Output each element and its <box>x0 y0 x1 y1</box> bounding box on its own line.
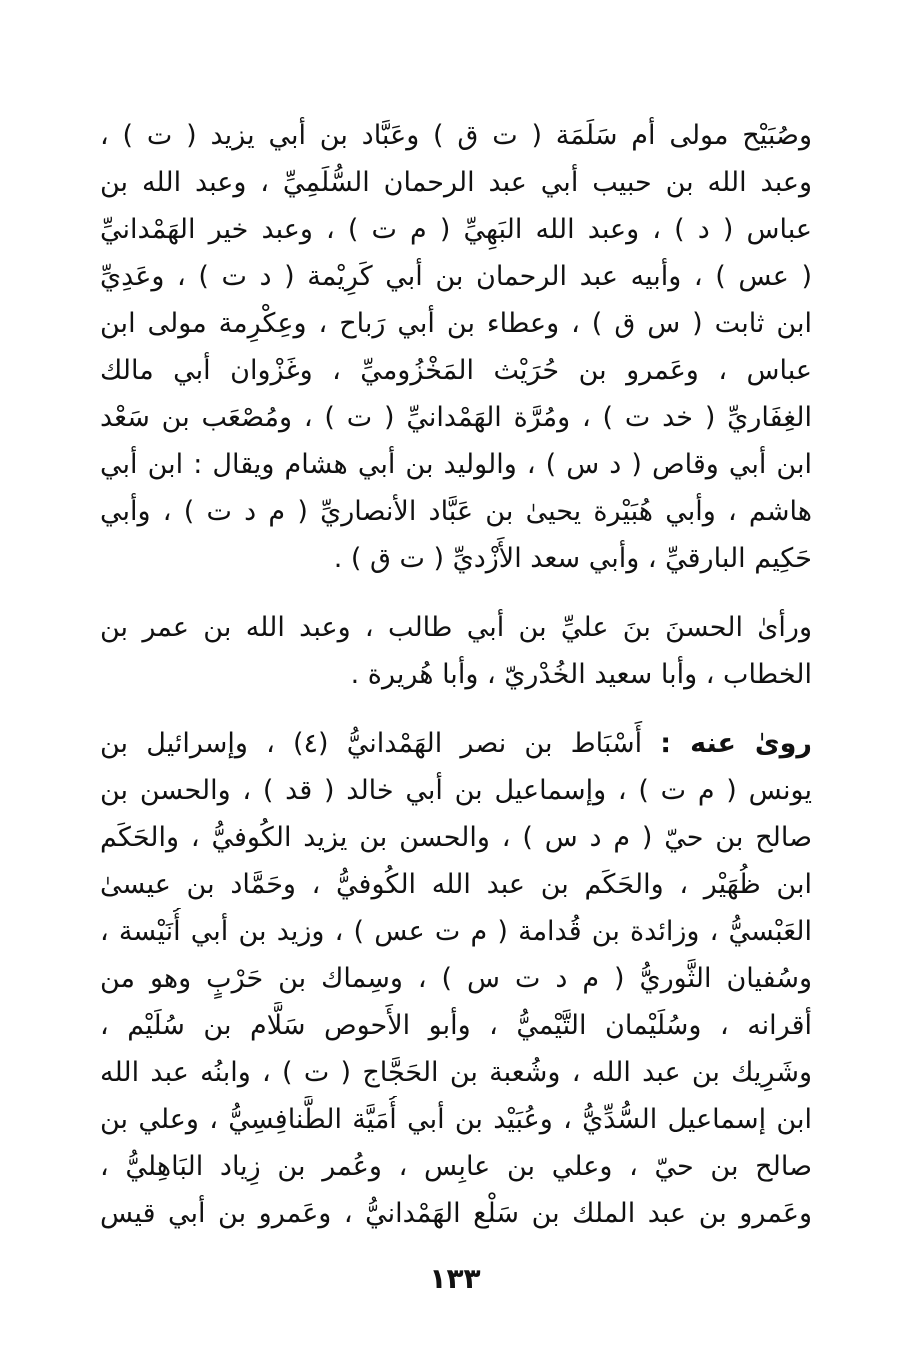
text-line: وسُفيان الثَّوريُّ ( م د ت س ) ، وسِماك بن حَرْبٍ وهو من <box>100 963 812 994</box>
text-line: عباس ( د ) ، وعبد الله البَهِيِّ ( م ت ) ، وعبد خير الهَمْدانيِّ <box>100 214 812 245</box>
text-line: ابن إسماعيل السُّدِّيُّ ، وعُبَيْد بن أبي أُمَيَّة الطَّنافِسِيُّ ، وعلي بن <box>100 1104 812 1135</box>
text-line: ابن ظُهَيْر ، والحَكَم بن عبد الله الكُوفيُّ ، وحَمَّاد بن عيسىٰ <box>100 869 812 900</box>
paragraph-teachers <box>100 112 812 582</box>
text-line: يونس ( م ت ) ، وإسماعيل بن أبي خالد ( قد ) ، والحسن بن <box>100 775 812 806</box>
text-line-rest: أَسْبَاط بن نصر الهَمْدانيُّ (٤) ، وإسرائيل بن <box>100 728 661 759</box>
text-line: الغِفَاريِّ ( خد ت ) ، ومُرَّة الهَمْدانيِّ ( ت ) ، ومُصْعَب بن سَعْد <box>100 402 812 433</box>
text-line: العَبْسيُّ ، وزائدة بن قُدامة ( م ت عس ) ، وزيد بن أبي أُنَيْسة ، <box>100 916 812 947</box>
text-line: ورأىٰ الحسنَ بنَ عليِّ بن أبي طالب ، وعبد الله بن عمر بن <box>100 612 812 643</box>
text-line: وعَمرو بن عبد الملك بن سَلْع الهَمْدانيُّ ، وعَمرو بن أبي قيس <box>100 1198 812 1229</box>
text-line: صالح بن حيّ ، وعلي بن عابِس ، وعُمر بن زِياد البَاهِليُّ ، <box>100 1151 812 1182</box>
text-line: حَكِيم البارقيِّ ، وأبي سعد الأَزْديِّ ( ت ق ) . <box>333 543 812 574</box>
text-line: الخطاب ، وأبا سعيد الخُدْريّ ، وأبا هُريرة . <box>350 659 812 690</box>
text-line: هاشم ، وأبي هُبَيْرة يحيىٰ بن عَبَّاد الأنصاريِّ ( م د ت ) ، وأبي <box>100 496 812 527</box>
text-line: أقرانه ، وسُلَيْمان التَّيْميُّ ، وأبو الأَحوص سَلَّام بن سُلَيْم ، <box>100 1010 812 1041</box>
text-line: ( عس ) ، وأبيه عبد الرحمان بن أبي كَرِيْمة ( د ت ) ، وعَدِيِّ <box>100 261 812 292</box>
section-heading: روىٰ عنه : <box>660 728 812 759</box>
text-line: ابن ثابت ( س ق ) ، وعطاء بن أبي رَباح ، وعِكْرِمة مولى ابن <box>100 308 812 339</box>
text-line: وصُبَيْح مولى أم سَلَمَة ( ت ق ) وعَبَّاد بن أبي يزيد ( ت ) ، <box>100 120 812 151</box>
text-line: وعبد الله بن حبيب أبي عبد الرحمان السُّلَمِيِّ ، وعبد الله بن <box>100 167 812 198</box>
text-line-first <box>100 720 812 767</box>
text-line: عباس ، وعَمرو بن حُرَيْث المَخْزُوميِّ ، وغَزْوان أبي مالك <box>100 355 812 386</box>
text-line: صالح بن حيّ ( م د س ) ، والحسن بن يزيد الكُوفيُّ ، والحَكَم <box>100 822 812 853</box>
text-line: ابن أبي وقاص ( د س ) ، والوليد بن أبي هشام ويقال : ابن أبي <box>100 449 812 480</box>
page-number: ١٣٣ <box>429 1262 481 1295</box>
paragraph-companions-seen <box>100 604 812 698</box>
paragraph-narrators <box>100 720 812 1237</box>
text-line: وشَرِيك بن عبد الله ، وشُعبة بن الحَجَّاج ( ت ) ، وابنُه عبد الله <box>100 1057 812 1088</box>
